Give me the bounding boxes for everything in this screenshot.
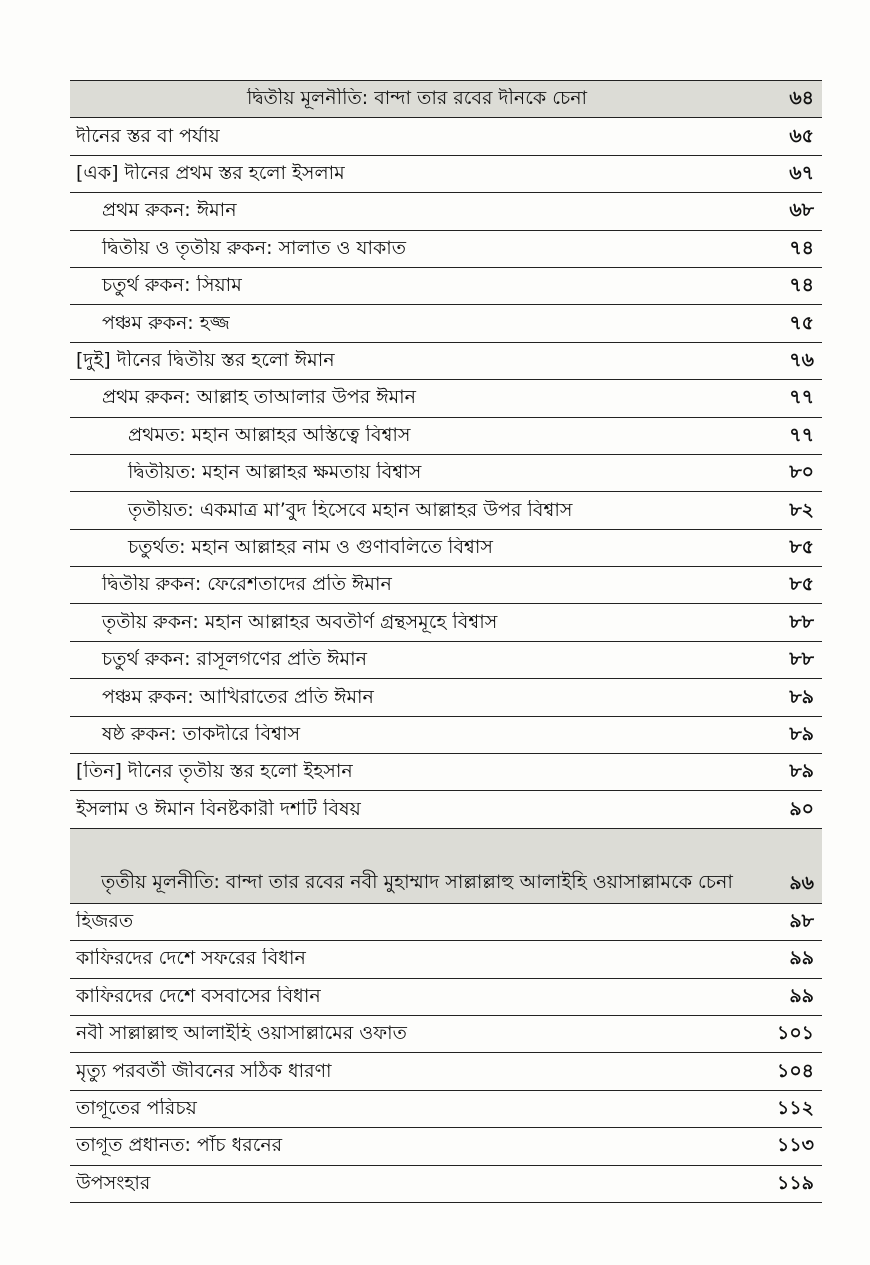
toc-entry-title: দ্বিতীয় ও তৃতীয় রুকন: সালাত ও যাকাত [102, 237, 407, 259]
toc-entry-title: প্রথম রুকন: আল্লাহ তাআলার উপর ঈমান [102, 387, 417, 409]
toc-entry [70, 567, 822, 604]
toc-entry [70, 118, 822, 155]
toc-entry-title: পঞ্চম রুকন: আখিরাতের প্রতি ঈমান [102, 686, 374, 708]
toc-entry-page: ৮২ [789, 498, 814, 521]
toc-entry-page: ১০৪ [776, 1059, 814, 1082]
toc-entry-title: তৃতীয় মূলনীতি: বান্দা তার রবের নবী মুহাম্মাদ সাল্লাল্লাহু আলাইহি ওয়াসাল্লামকে চেনা [101, 870, 733, 893]
toc-entry-title: দ্বিতীয় রুকন: ফেরেশতাদের প্রতি ঈমান [102, 574, 392, 596]
toc-entry-page: ৮৯ [789, 722, 814, 745]
toc-entry-page: ৮৫ [789, 535, 814, 558]
toc-entry [70, 268, 822, 305]
toc-entry-title: ষষ্ঠ রুকন: তাকদীরে বিশ্বাস [102, 723, 301, 745]
toc-entry-page: ৮৯ [789, 685, 814, 708]
toc-entry-page: ৭৪ [789, 236, 814, 259]
toc-entry [70, 455, 822, 492]
toc-entry [70, 418, 822, 455]
toc-entry-title: তাগূতের পরিচয় [76, 1098, 197, 1120]
toc-entry-title: [তিন] দীনের তৃতীয় স্তর হলো ইহসান [76, 761, 353, 783]
toc-entry-page: ১১৩ [776, 1134, 814, 1157]
toc-section-heading [70, 829, 822, 904]
toc-entry-page: ৭৪ [789, 274, 814, 297]
toc-entry [70, 1016, 822, 1053]
toc-entry-page: ৮৮ [789, 610, 814, 633]
toc-entry [70, 530, 822, 567]
toc-entry [70, 904, 822, 941]
toc-entry-title: [দুই] দীনের দ্বিতীয় স্তর হলো ঈমান [76, 350, 335, 371]
toc-entry-page: ১০১ [776, 1022, 814, 1045]
toc-entry-title: তাগূত প্রধানত: পাঁচ ধরনের [76, 1135, 283, 1157]
toc-entry-page: ৮৫ [789, 573, 814, 596]
toc-entry [70, 791, 822, 828]
toc-entry-title: চতুর্থত: মহান আল্লাহর নাম ও গুণাবলিতে বিশ্বাস [128, 536, 493, 558]
toc-entry-title: চতুর্থ রুকন: রাসূলগণের প্রতি ঈমান [102, 649, 367, 671]
toc-entry [70, 193, 822, 230]
toc-entry-page: ৮৮ [789, 648, 814, 671]
toc-entry-title: ইসলাম ও ঈমান বিনষ্টকারী দশটি বিষয় [76, 798, 361, 820]
toc-entry-title: পঞ্চম রুকন: হজ্জ [102, 312, 230, 334]
toc-entry-title: প্রথম রুকন: ঈমান [102, 200, 237, 222]
toc-section-heading [70, 81, 822, 118]
toc-entry-title: হিজরত [76, 911, 134, 933]
toc-entry-title: মৃত্যু পরবর্তী জীবনের সঠিক ধারণা [76, 1060, 332, 1082]
toc-entry-page: ৮৯ [789, 760, 814, 783]
toc-entry [70, 979, 822, 1016]
toc-entry-page: ৯০ [789, 797, 814, 820]
toc-entry-page: ১১২ [776, 1097, 814, 1120]
table-of-contents [70, 80, 822, 1203]
toc-entry [70, 156, 822, 193]
toc-entry-title: তৃতীয় রুকন: মহান আল্লাহর অবতীর্ণ গ্রন্থসমূহে বিশ্বাস [102, 611, 498, 633]
toc-entry-page: ৭৫ [789, 311, 814, 334]
toc-entry-page: ৬৭ [789, 162, 814, 185]
toc-entry [70, 754, 822, 791]
toc-entry [70, 941, 822, 978]
toc-entry-title: কাফিরদের দেশে বসবাসের বিধান [76, 985, 321, 1007]
toc-entry [70, 642, 822, 679]
toc-entry-page: ৭৭ [789, 386, 814, 409]
toc-entry-page: ৬৮ [789, 199, 814, 222]
toc-entry-page: ৯৯ [789, 984, 814, 1007]
toc-entry [70, 492, 822, 529]
toc-entry-page: ৭৭ [789, 423, 814, 446]
toc-entry [70, 305, 822, 342]
toc-entry-title: নবী সাল্লাল্লাহু আলাইহি ওয়াসাল্লামের ওফাত [76, 1023, 407, 1045]
toc-entry-title: চতুর্থ রুকন: সিয়াম [102, 275, 242, 297]
toc-entry-page: ৯৯ [789, 947, 814, 970]
toc-entry [70, 679, 822, 716]
toc-entry [70, 604, 822, 641]
toc-entry-page: ৬৫ [789, 124, 814, 147]
toc-entry-title: তৃতীয়ত: একমাত্র মা’বুদ হিসেবে মহান আল্লাহর উপর বিশ্বাস [128, 499, 573, 521]
toc-entry-title: [এক] দীনের প্রথম স্তর হলো ইসলাম [76, 163, 345, 185]
toc-entry [70, 1091, 822, 1128]
toc-entry-title: দ্বিতীয় মূলনীতি: বান্দা তার রবের দীনকে চেনা [246, 88, 588, 110]
toc-entry [70, 1128, 822, 1165]
toc-entry [70, 231, 822, 268]
toc-entry [70, 1053, 822, 1090]
toc-entry [70, 1166, 822, 1203]
toc-entry-title: প্রথমত: মহান আল্লাহর অস্তিত্বে বিশ্বাস [128, 424, 411, 446]
toc-entry-page: ৬৪ [789, 87, 814, 110]
toc-entry [70, 380, 822, 417]
toc-entry-page: ৯৮ [789, 910, 814, 933]
toc-entry-title: দ্বিতীয়ত: মহান আল্লাহর ক্ষমতায় বিশ্বাস [128, 462, 422, 484]
toc-entry-page: ৭৬ [789, 349, 814, 371]
toc-entry-page: ১১৯ [777, 1171, 814, 1194]
toc-entry [70, 343, 822, 380]
toc-entry-page: ৮০ [789, 461, 814, 484]
toc-entry-title: দীনের স্তর বা পর্যায় [76, 125, 220, 147]
toc-entry [70, 717, 822, 754]
toc-entry-title: উপসংহার [76, 1172, 151, 1194]
toc-entry-title: কাফিরদের দেশে সফরের বিধান [76, 948, 306, 970]
toc-entry-page: ৯৬ [789, 871, 814, 894]
